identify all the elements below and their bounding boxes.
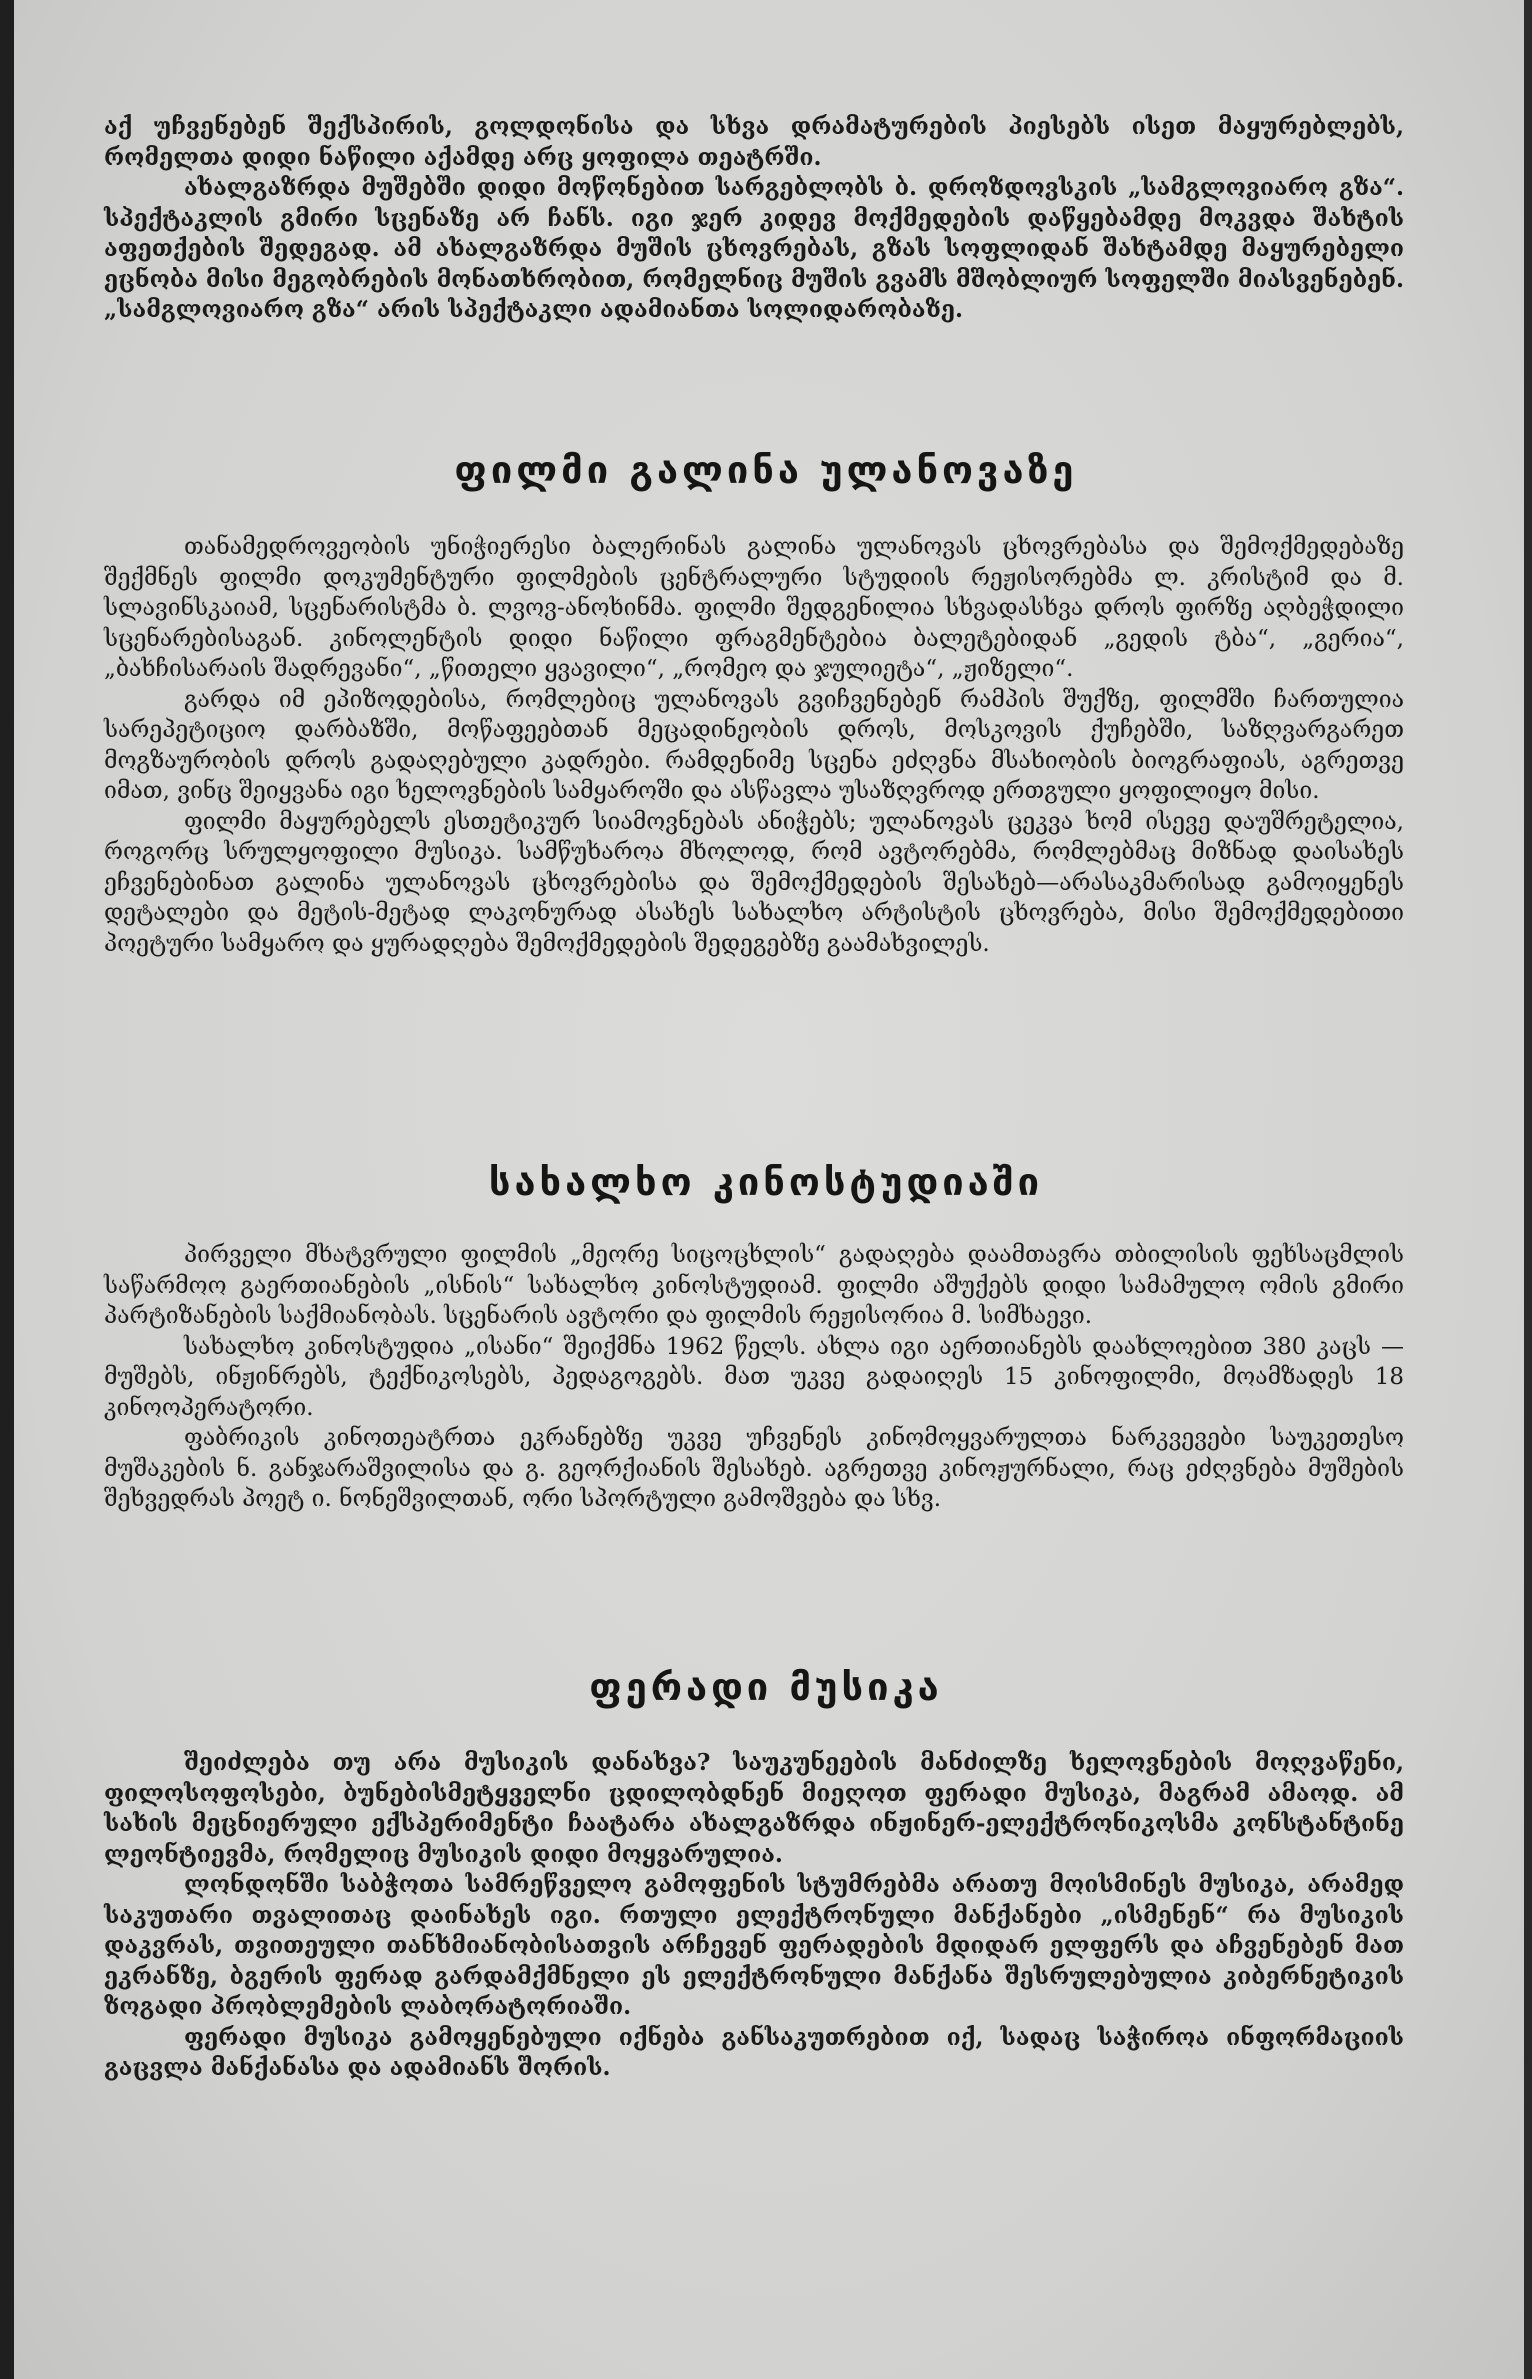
- kinostudio-paragraph-3: ფაბრიკის კინოთეატრთა ეკრანებზე უკვე უჩვენეს კინომოყვარულთა ნარკვევები საუკეთესო მუშაკების ნ. განჯარაშვილისა და გ. გეორქიანის შესახებ. აგრეთვე კინოჟურნალი, რაც ეძღვნება მუშების შეხვედრას პოეტ ი. ნონეშვილთან, ორი სპორტული გამოშვება და სხვ.: [104, 1425, 1404, 1512]
- ulanova-paragraph-1: თანამედროვეობის უნიჭიერესი ბალერინას გალინა ულანოვას ცხოვრებასა და შემოქმედებაზე შექმნეს ფილმი დოკუმენტური ფილმების ცენტრალური სტუდიის რეჟისორებმა ლ. კრისტიმ და მ. სლავინსკაიამ, სცენარისტმა ბ. ლვოვ-ანოხინმა. ფილმი შედგენილია სხვადასხვა დროს ფირზე აღბეჭდილი სცენარებისაგან. კინოლენტის დიდი ნაწილი ფრაგმენტებია ბალეტებიდან „გედის ტბა“, „გერია“, „ბახჩისარაის შადრევანი“, „წითელი ყვავილი“, „რომეო და ჯულიეტა“, „ჟიზელი“.: [104, 534, 1404, 682]
- section-body-color-music: [104, 1748, 1404, 2084]
- color-music-paragraph-3: ფერადი მუსიკა გამოყენებული იქნება განსაკუთრებით იქ, სადაც საჭიროა ინფორმაციის გაცვლა მანქანასა და ადამიანს შორის.: [104, 2023, 1404, 2081]
- section-heading-color-music: ფერადი მუსიკა: [589, 1665, 943, 1709]
- intro-paragraph-1: აქ უჩვენებენ შექსპირის, გოლდონისა და სხვა დრამატურების პიესებს ისეთ მაყურებლებს, რომელთა დიდი ნაწილი აქამდე არც ყოფილა თეატრში.: [104, 113, 1404, 171]
- section-heading-ulanova: ფილმი გალინა ულანოვაზე: [454, 448, 1078, 492]
- kinostudio-paragraph-2: სახალხო კინოსტუდია „ისანი“ შეიქმნა 1962 წელს. ახლა იგი აერთიანებს დაახლოებით 380 კაცს — მუშებს, ინჟინრებს, ტექნიკოსებს, პედაგოგებს. მათ უკვე გადაიღეს 15 კინოფილმი, მოამზადეს 18 კინოოპერატორი.: [104, 1333, 1404, 1421]
- section-body-ulanova: [104, 532, 1404, 959]
- color-music-paragraph-2: ლონდონში საბჭოთა სამრეწველო გამოფენის სტუმრებმა არათუ მოისმინეს მუსიკა, არამედ საკუთარი თვალითაც დაინახეს იგი. რთული ელექტრონული მანქანები „ისმენენ“ რა მუსიკის დაკვრას, თვითეული თანხმიანობისათვის არჩევენ ფერადების მდიდარ ელფერს და აჩვენებენ მათ ეკრანზე, ბგერის ფერად გარდამქმნელი ეს ელექტრონული მანქანა შესრულებულია კიბერნეტიკის ზოგადი პრობლემების ლაბორატორიაში.: [104, 1871, 1404, 2020]
- ulanova-paragraph-2: გარდა იმ ეპიზოდებისა, რომლებიც ულანოვას გვიჩვენებენ რამპის შუქზე, ფილმში ჩართულია სარეპეტიციო დარბაზში, მოწაფეებთან მეცადინეობის დროს, მოსკოვის ქუჩებში, საზღვარგარეთ მოგზაურობის დროს გადაღებული კადრები. რამდენიმე სცენა ეძღვნა მსახიობის ბიოგრაფიას, აგრეთვე იმათ, ვინც შეიყვანა იგი ხელოვნების სამყაროში და ასწავლა უსაზღვროდ ერთგული ყოფილიყო მისი.: [104, 686, 1404, 804]
- color-music-paragraph-1: შეიძლება თუ არა მუსიკის დანახვა? საუკუნეების მანძილზე ხელოვნების მოღვაწენი, ფილოსოფოსები, ბუნებისმეტყველნი ცდილობდნენ მიეღოთ ფერადი მუსიკა, მაგრამ ამაოდ. ამ სახის მეცნიერული ექსპერიმენტი ჩაატარა ახალგაზრდა ინჟინერ-ელექტრონიკოსმა კონსტანტინე ლეონტიევმა, რომელიც მუსიკის დიდი მოყვარულია.: [104, 1749, 1404, 1868]
- section-body-kinostudio: [104, 1240, 1404, 1515]
- intro-paragraph-2: ახალგაზრდა მუშებში დიდი მოწონებით სარგებლობს ბ. დროზდოვსკის „სამგლოვიარო გზა“. სპექტაკლის გმირი სცენაზე არ ჩანს. იგი ჯერ კიდევ მოქმედების დაწყებამდე მოკვდა შახტის აფეთქების შედეგად. ამ ახალგაზრდა მუშის ცხოვრებას, გზას სოფლიდან შახტამდე მაყურებელი ეცნობა მისი მეგობრების მონათხრობით, რომელნიც მუშის გვამს მშობლიურ სოფელში მიასვენებენ. „სამგლოვიარო გზა“ არის სპექტაკლი ადამიანთა სოლიდარობაზე.: [104, 174, 1404, 323]
- intro-block: [104, 112, 1404, 326]
- section-heading-kinostudio: სახალხო კინოსტუდიაში: [488, 1160, 1044, 1204]
- kinostudio-paragraph-1: პირველი მხატვრული ფილმის „მეორე სიცოცხლის“ გადაღება დაამთავრა თბილისის ფეხსაცმლის საწარმოო გაერთიანების „ისნის“ სახალხო კინოსტუდიამ. ფილმი აშუქებს დიდი სამამულო ომის გმირი პარტიზანების საქმიანობას. სცენარის ავტორი და ფილმის რეჟისორია მ. სიმხაევი.: [104, 1242, 1404, 1329]
- ulanova-paragraph-3: ფილმი მაყურებელს ესთეტიკურ სიამოვნებას ანიჭებს; ულანოვას ცეკვა ხომ ისევე დაუშრეტელია, როგორც სრულყოფილი მუსიკა. სამწუხაროა მხოლოდ, რომ ავტორებმა, რომლებმაც მიზნად დაისახეს ეჩვენებინათ გალინა ულანოვას ცხოვრებისა და შემოქმედების შესახებ—არასაკმარისად გამოიყენეს დეტალები და მეტის-მეტად ლაკონურად ასახეს სახალხო არტისტის ცხოვრება, მისი შემოქმედებითი პოეტური სამყარო და ყურადღება შემოქმედების შედეგებზე გაამახვილეს.: [104, 808, 1404, 957]
